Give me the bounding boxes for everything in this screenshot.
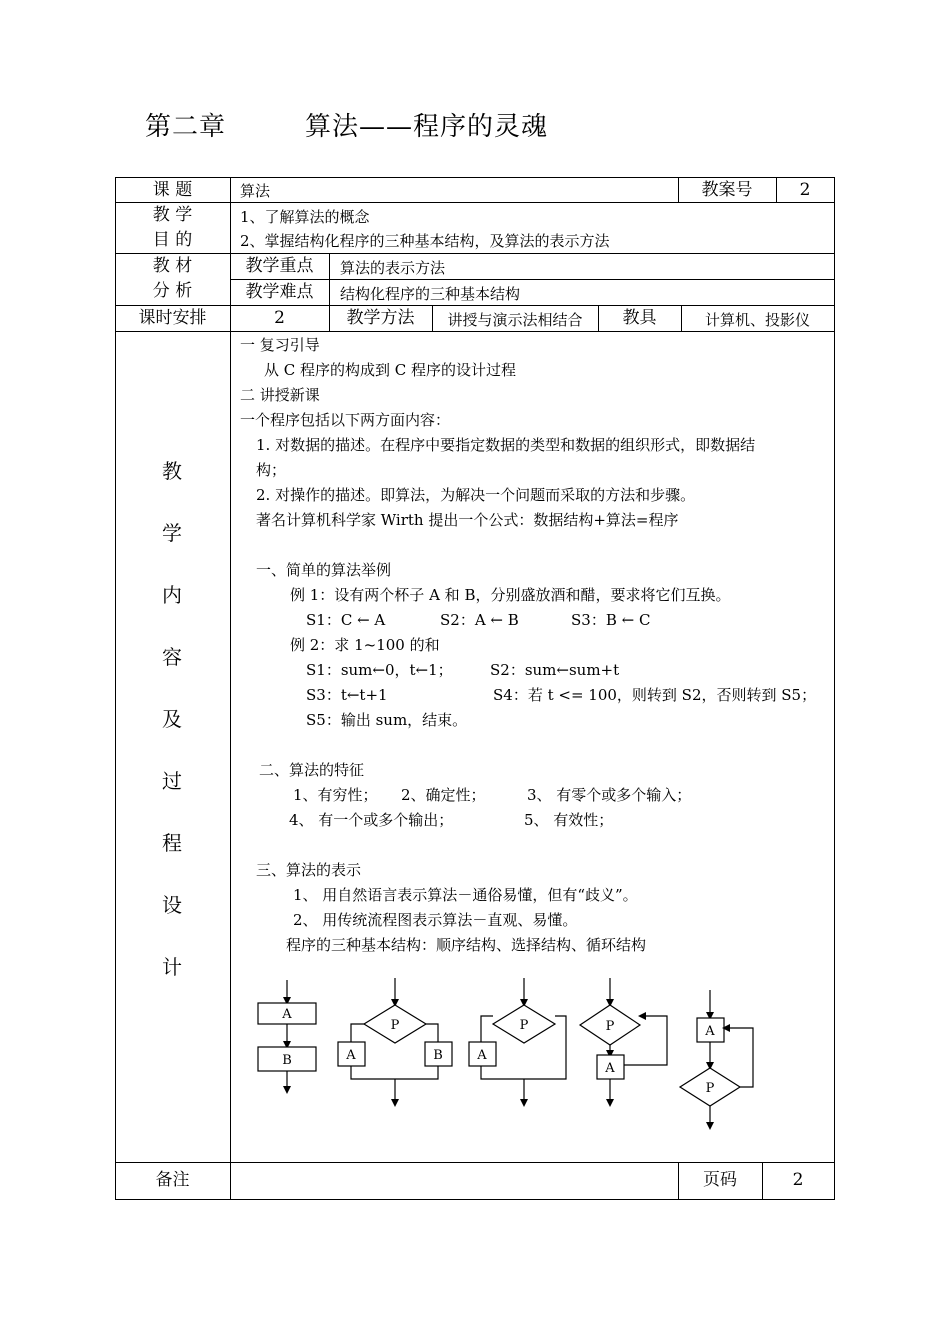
flow-label-p: P: [390, 1018, 400, 1033]
process-label-char: 过: [162, 769, 182, 793]
program-part-1-cont: 构；: [256, 461, 287, 479]
example-2-step-1: S1：sum←0，t←1；: [306, 661, 453, 679]
lesson-number-value: 2: [799, 180, 811, 200]
topic-value: 算法: [240, 182, 271, 200]
example-2-step-4: S4：若 t <= 100，则转到 S2，否则转到 S5；: [493, 686, 817, 704]
process-label-char: 及: [162, 707, 182, 731]
page-title: 算法——程序的灵魂: [305, 112, 549, 142]
materials-label-line2: 分 析: [152, 281, 193, 301]
flow-label-a: A: [605, 1061, 615, 1076]
sequence-flowchart: [258, 980, 316, 1090]
notes-label: 备注: [155, 1170, 190, 1190]
process-label-char: 程: [162, 831, 182, 855]
example-2-step-2: S2：sum←sum+t: [490, 661, 620, 679]
process-label-char: 容: [162, 645, 182, 669]
tools-label: 教具: [622, 308, 657, 328]
example-1: 例 1：设有两个杯子 A 和 B，分别盛放酒和醋，要求将它们互换。: [290, 586, 731, 604]
review-heading: 一 复习引导: [240, 336, 320, 354]
flow-label-p: P: [519, 1018, 529, 1033]
feature-5: 5、 有效性；: [524, 811, 614, 829]
flow-label-b: B: [282, 1053, 292, 1068]
method-label: 教学方法: [346, 308, 415, 328]
hours-value: 2: [274, 308, 285, 328]
difficulty-value: 结构化程序的三种基本结构: [340, 285, 521, 303]
goal-item-1: 1、了解算法的概念: [240, 208, 370, 226]
review-text: 从 C 程序的构成到 C 程序的设计过程: [264, 361, 517, 379]
program-part-2: 2. 对操作的描述。即算法，为解决一个问题而采取的方法和步骤。: [256, 486, 696, 504]
new-lesson-heading: 二 讲授新课: [240, 386, 320, 404]
feature-2: 2、确定性；: [401, 786, 486, 804]
goals-label-line1: 教 学: [152, 205, 193, 225]
section-features-heading: 二、算法的特征: [259, 761, 365, 779]
program-part-1: 1. 对数据的描述。在程序中要指定数据的类型和数据的组织形式，即数据结: [256, 436, 756, 454]
flow-label-a: A: [282, 1007, 292, 1022]
goal-item-2: 2、掌握结构化程序的三种基本结构，及算法的表示方法: [240, 232, 610, 250]
flow-label-a: A: [477, 1048, 487, 1063]
process-label-char: 设: [162, 893, 182, 917]
chapter-title: 第二章: [145, 112, 227, 142]
feature-3: 3、 有零个或多个输入；: [527, 786, 692, 804]
method-value: 讲授与演示法相结合: [447, 311, 583, 329]
example-2-step-5: S5：输出 sum，结束。: [306, 711, 468, 729]
process-label-char: 内: [162, 583, 182, 607]
while-loop-flowchart: [580, 978, 667, 1103]
flow-label-b: B: [433, 1048, 443, 1063]
flow-label-a: A: [346, 1048, 356, 1063]
three-structures: 程序的三种基本结构：顺序结构、选择结构、循环结构: [286, 936, 647, 954]
section-examples-heading: 一、简单的算法举例: [256, 561, 392, 579]
example-2-step-3: S3：t←t+1: [306, 686, 388, 704]
program-intro: 一个程序包括以下两方面内容：: [240, 411, 451, 429]
tools-value: 计算机、投影仪: [704, 311, 810, 329]
do-while-loop-flowchart: [680, 990, 753, 1126]
representation-1: 1、 用自然语言表示算法－通俗易懂，但有“歧义”。: [293, 886, 638, 904]
key-point-value: 算法的表示方法: [340, 259, 446, 277]
selection-flowchart: [338, 978, 452, 1103]
example-1-step-3: S3：B ← C: [571, 611, 651, 629]
example-1-step-1: S1：C ← A: [306, 611, 386, 629]
lesson-number-label: 教案号: [701, 180, 753, 200]
flow-label-a: A: [705, 1024, 715, 1039]
feature-1: 1、有穷性；: [293, 786, 378, 804]
process-label-char: 计: [162, 955, 182, 979]
wirth-formula: 著名计算机科学家 Wirth 提出一个公式：数据结构+算法=程序: [256, 511, 679, 529]
feature-4: 4、 有一个或多个输出；: [289, 811, 454, 829]
difficulty-label: 教学难点: [245, 282, 314, 302]
materials-label-line1: 教 材: [152, 256, 193, 276]
flow-label-p: P: [705, 1081, 715, 1096]
goals-label-line2: 目 的: [152, 230, 193, 250]
page-number-value: 2: [792, 1170, 804, 1190]
representation-2: 2、 用传统流程图表示算法－直观、易懂。: [293, 911, 578, 929]
section-representation-heading: 三、算法的表示: [256, 861, 362, 879]
process-label-char: 学: [162, 521, 182, 545]
page-number-label: 页码: [703, 1170, 737, 1190]
process-label-char: 教: [162, 459, 182, 483]
flow-label-p: P: [605, 1019, 615, 1034]
key-point-label: 教学重点: [245, 256, 314, 276]
example-1-step-2: S2：A ← B: [440, 611, 519, 629]
hours-label: 课时安排: [138, 308, 207, 328]
selection-single-flowchart: [469, 978, 566, 1103]
topic-label: 课 题: [152, 180, 193, 200]
example-2: 例 2：求 1~100 的和: [290, 636, 440, 654]
